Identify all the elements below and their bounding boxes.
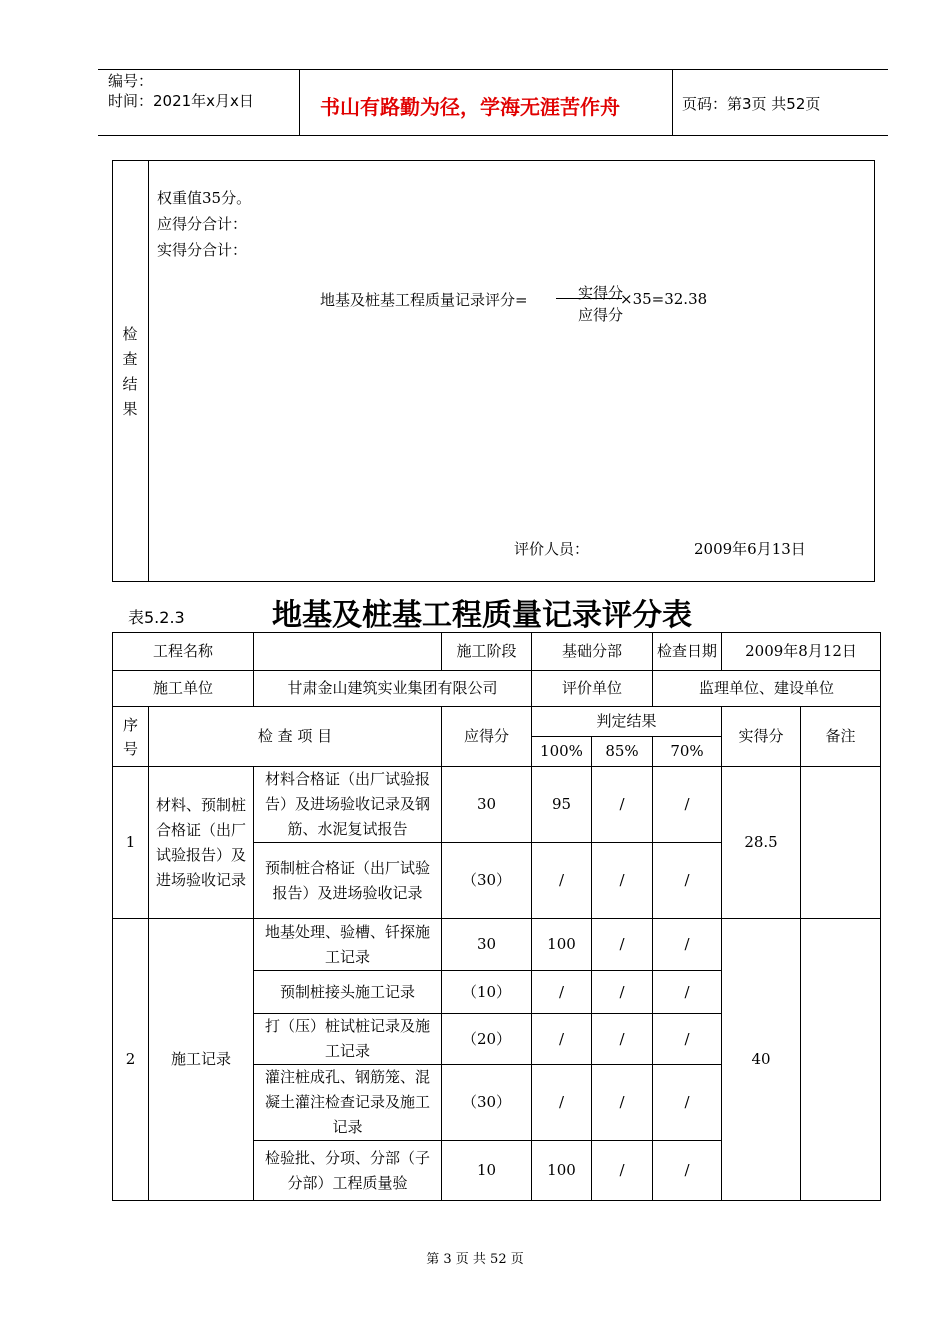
remark-cell [801,767,881,919]
p85-value: / [592,843,653,919]
p85-value: / [592,971,653,1014]
group-category: 施工记录 [149,919,254,1201]
project-name-value [254,633,442,671]
evaluation-date: 2009年6月13日 [694,540,806,558]
p85-value: / [592,1065,653,1141]
formula-suffix: ×35=32.38 [620,290,708,308]
side-char: 果 [122,400,138,418]
col-header-p70: 70% [653,737,722,767]
col-header-remark: 备注 [801,707,881,767]
table-number: 表5.2.3 [128,608,185,627]
unit-value: 甘肃金山建筑实业集团有限公司 [254,671,532,707]
p100-value: 100 [532,919,592,971]
p70-value: / [653,971,722,1014]
check-date-label: 检查日期 [653,633,722,671]
formula-prefix: 地基及桩基工程质量记录评分= [320,291,528,309]
remark-cell [801,919,881,1201]
due-score: （10） [442,971,532,1014]
eval-unit-value: 监理单位、建设单位 [653,671,881,707]
p100-value: / [532,843,592,919]
side-char: 检 [122,325,138,343]
stage-value: 基础分部 [532,633,653,671]
page-footer: 第 3 页 共 52 页 [426,1252,524,1267]
p85-value: / [592,919,653,971]
formula-fraction-bar [556,298,622,299]
p70-value: / [653,1065,722,1141]
table-row [113,919,881,971]
actual-score: 28.5 [722,767,801,919]
score-table [112,632,881,1201]
item-text: 打（压）桩试桩记录及施工记录 [254,1014,442,1065]
group-category: 材料、预制桩合格证（出厂试验报告）及进场验收记录 [149,767,254,919]
formula-numerator: 实得分 [578,284,624,302]
p70-value: / [653,1014,722,1065]
item-text: 预制桩合格证（出厂试验报告）及进场验收记录 [254,843,442,919]
p70-value: / [653,767,722,843]
header-top-rule [98,69,888,70]
result-line-actual: 实得分合计： [157,241,248,259]
check-date-value: 2009年8月12日 [722,633,881,671]
p100-value: 100 [532,1141,592,1201]
side-char: 结 [122,375,138,393]
col-header-p100: 100% [532,737,592,767]
col-header-item: 检 查 项 目 [149,707,442,767]
header-divider [672,69,673,135]
formula-denominator: 应得分 [578,306,624,324]
due-score: 30 [442,919,532,971]
p100-value: / [532,1014,592,1065]
evaluator-label: 评价人员： [514,540,590,558]
due-score: 30 [442,767,532,843]
p100-value: 95 [532,767,592,843]
unit-label: 施工单位 [113,671,254,707]
item-text: 预制桩接头施工记录 [254,971,442,1014]
item-text: 检验批、分项、分部（子分部）工程质量验 [254,1141,442,1201]
p70-value: / [653,919,722,971]
header-code-label: 编号： [108,72,154,90]
table-row [113,767,881,843]
header-motto: 书山有路勤为径，学海无涯苦作舟 [320,95,620,119]
p100-value: / [532,1065,592,1141]
col-header-seq: 序号 [113,707,149,767]
group-seq: 2 [113,919,149,1201]
col-header-due: 应得分 [442,707,532,767]
header-page-info: 页码：第3页 共52页 [682,95,821,113]
group-seq: 1 [113,767,149,919]
p70-value: / [653,1141,722,1201]
p85-value: / [592,1141,653,1201]
col-header-p85: 85% [592,737,653,767]
due-score: （30） [442,843,532,919]
p100-value: / [532,971,592,1014]
result-box-divider [148,160,149,582]
col-header-judge: 判定结果 [532,707,722,737]
actual-score: 40 [722,919,801,1201]
col-header-actual: 实得分 [722,707,801,767]
header-bottom-rule [98,135,888,136]
due-score: 10 [442,1141,532,1201]
due-score: （20） [442,1014,532,1065]
item-text: 材料合格证（出厂试验报告）及进场验收记录及钢筋、水泥复试报告 [254,767,442,843]
due-score: （30） [442,1065,532,1141]
p85-value: / [592,1014,653,1065]
side-char: 查 [122,350,138,368]
p85-value: / [592,767,653,843]
stage-label: 施工阶段 [442,633,532,671]
result-side-label [122,322,138,422]
project-name-label: 工程名称 [113,633,254,671]
header-divider [299,69,300,135]
eval-unit-label: 评价单位 [532,671,653,707]
table-title: 地基及桩基工程质量记录评分表 [272,598,692,633]
result-line-weight: 权重值35分。 [157,189,252,207]
result-line-due: 应得分合计： [157,215,248,233]
item-text: 灌注桩成孔、钢筋笼、混凝土灌注检查记录及施工记录 [254,1065,442,1141]
header-time-label: 时间：2021年x月x日 [108,92,254,110]
item-text: 地基处理、验槽、钎探施工记录 [254,919,442,971]
p70-value: / [653,843,722,919]
